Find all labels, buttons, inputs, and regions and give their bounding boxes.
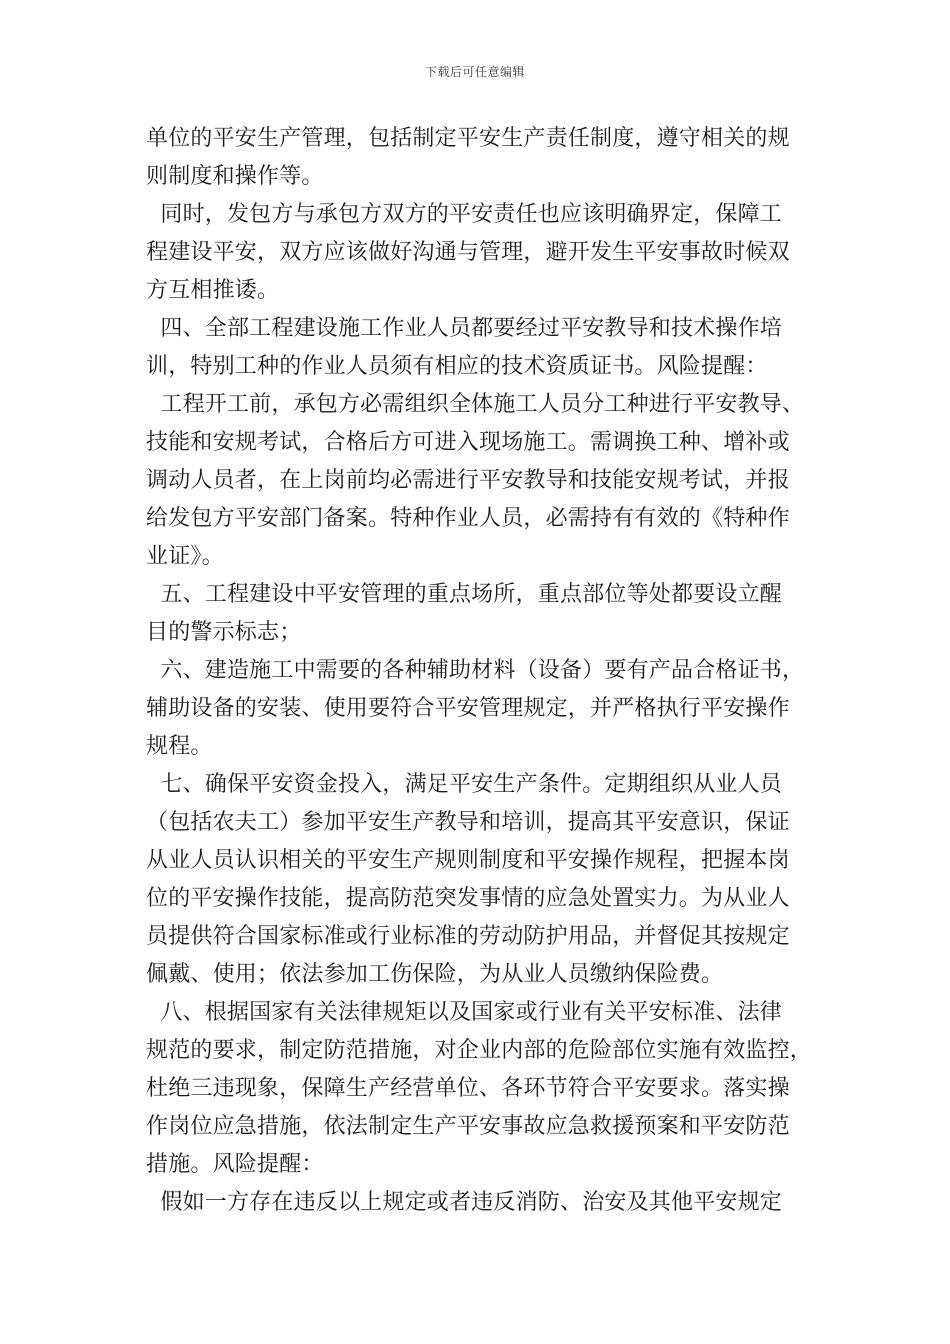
page-header-note: 下载后可任意编辑 xyxy=(424,65,525,79)
text-line: 则制度和操作等。 xyxy=(146,164,324,189)
text-line: 作岗位应急措施，依法制定生产平安事故应急救援预案和平安防范 xyxy=(146,1114,790,1139)
text-line: 目的警示标志； xyxy=(146,620,302,645)
text-line: 位的平安操作技能，提高防范突发事情的应急处置实力。为从业人 xyxy=(146,886,790,911)
text-line: 给发包方平安部门备案。特种作业人员，必需持有有效的《特种作 xyxy=(146,506,790,531)
text-line: 六、建造施工中需要的各种辅助材料（设备）要有产品合格证书， xyxy=(146,658,805,683)
text-line: 方互相推诿。 xyxy=(146,278,280,303)
text-line: 程建设平安，双方应该做好沟通与管理，避开发生平安事故时候双 xyxy=(146,240,790,265)
document-body xyxy=(146,120,836,1222)
text-line: 假如一方存在违反以上规定或者违反消防、治安及其他平安规定 xyxy=(146,1190,782,1215)
text-line: 调动人员者，在上岗前均必需进行平安教导和技能安规考试，并报 xyxy=(146,468,790,493)
paragraph xyxy=(146,1184,836,1222)
text-line: 规程。 xyxy=(146,734,213,759)
text-line: 五、工程建设中平安管理的重点场所，重点部位等处都要设立醒 xyxy=(146,582,782,607)
text-line: 业证》。 xyxy=(146,544,224,569)
text-line: 同时，发包方与承包方双方的平安责任也应该明确界定，保障工 xyxy=(146,202,782,227)
paragraph xyxy=(146,310,836,386)
text-line: （包括农夫工）参加平安生产教导和培训，提高其平安意识，保证 xyxy=(146,810,790,835)
text-line: 四、全部工程建设施工作业人员都要经过平安教导和技术操作培 xyxy=(146,316,782,341)
text-line: 技能和安规考试，合格后方可进入现场施工。需调换工种、增补或 xyxy=(146,430,790,455)
text-line: 规范的要求，制定防范措施，对企业内部的危险部位实施有效监控， xyxy=(146,1038,813,1063)
text-line: 员提供符合国家标准或行业标准的劳动防护用品，并督促其按规定 xyxy=(146,924,790,949)
text-line: 辅助设备的安装、使用要符合平安管理规定，并严格执行平安操作 xyxy=(146,696,790,721)
text-line: 佩戴、使用；依法参加工伤保险，为从业人员缴纳保险费。 xyxy=(146,962,724,987)
text-line: 八、根据国家有关法律规矩以及国家或行业有关平安标准、法律 xyxy=(146,1000,782,1025)
text-line: 训，特别工种的作业人员须有相应的技术资质证书。风险提醒： xyxy=(146,354,768,379)
text-line: 杜绝三违现象，保障生产经营单位、各环节符合平安要求。落实操 xyxy=(146,1076,790,1101)
paragraph xyxy=(146,652,836,766)
paragraph xyxy=(146,994,836,1184)
text-line: 单位的平安生产管理，包括制定平安生产责任制度，遵守相关的规 xyxy=(146,126,790,151)
paragraph xyxy=(146,120,836,196)
text-line: 措施。风险提醒： xyxy=(146,1152,324,1177)
text-line: 从业人员认识相关的平安生产规则制度和平安操作规程，把握本岗 xyxy=(146,848,790,873)
text-line: 七、确保平安资金投入，满足平安生产条件。定期组织从业人员 xyxy=(146,772,782,797)
text-line: 工程开工前，承包方必需组织全体施工人员分工种进行平安教导、 xyxy=(146,392,805,417)
paragraph xyxy=(146,576,836,652)
paragraph xyxy=(146,766,836,994)
paragraph xyxy=(146,196,836,310)
paragraph xyxy=(146,386,836,576)
